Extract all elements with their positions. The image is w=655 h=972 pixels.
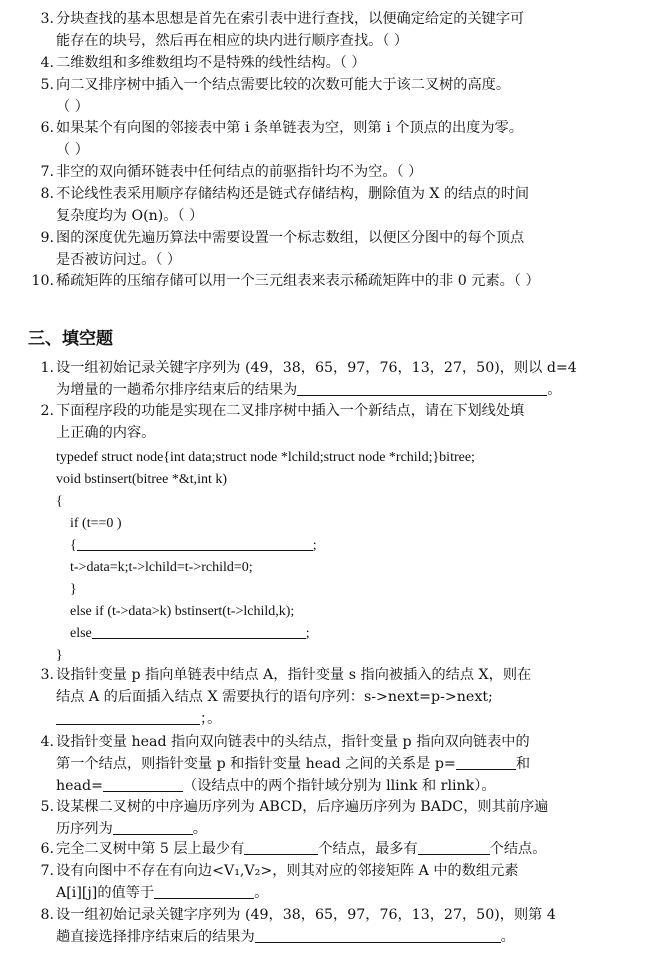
item-number: 4. [40,734,54,750]
item-line: 设指针变量 p 指向单链表中结点 A，指针变量 s 指向被插入的结点 X，则在 [56,667,532,683]
item-number: 6. [40,841,54,857]
text-fragment: 个结点。 [489,841,547,857]
text-fragment: 和 [515,756,531,772]
item-line: 向二叉排序树中插入一个结点需要比较的次数可能大于该二叉树的高度。 [56,77,511,93]
answer-blank[interactable] [456,754,516,770]
item-number: 9. [40,230,54,246]
item-line: 二维数组和多维数组均不是特殊的线性结构。（ ） [56,55,366,71]
item-number: 6. [40,120,54,136]
code-line: if (t==0 ) [70,516,122,531]
item-line: 稀疏矩阵的压缩存储可以用一个三元组表来表示稀疏矩阵中的非 0 元素。（ ） [56,273,540,289]
text-fragment: （设结点中的两个指针域分别为 llink 和 rlink）。 [182,778,496,794]
answer-blank[interactable] [113,819,193,835]
text-fragment: 第一个结点，则指针变量 p 和指针变量 head 之间的关系是 p= [56,756,456,772]
tf-item-3 [20,8,640,52]
item-line: 结点 A 的后面插入结点 X 需要执行的语句序列：s->next=p->next; [56,689,493,705]
item-line [56,818,640,840]
section-title: 三、填空题 [28,329,113,349]
answer-blank[interactable] [92,623,306,639]
fill-item-7 [20,860,640,904]
fill-item-4 [20,731,640,797]
code-line: t->data=k;t->lchild=t->rchild=0; [70,560,253,575]
item-number: 10. [31,273,54,289]
answer-blank[interactable] [255,927,501,943]
item-number: 8. [40,186,54,202]
item-line: （ ） [56,142,89,158]
text-fragment: head= [56,778,103,794]
item-number: 8. [40,907,54,923]
item-line [56,708,640,730]
item-line: 设指针变量 head 指向双向链表中的头结点，指针变量 p 指向双向链表中的 [56,734,530,750]
item-number: 7. [40,164,54,180]
answer-blank[interactable] [103,776,183,792]
text-fragment: 完全二叉树中第 5 层上最少有 [56,841,245,857]
code-line: } [70,582,77,597]
item-line: 图的深度优先遍历算法中需要设置一个标志数组，以便区分图中的每个顶点 [56,230,525,246]
item-number: 7. [40,863,54,879]
text-fragment: 个结点，最多有 [318,841,418,857]
item-line [56,882,640,904]
item-number: 3. [40,11,54,27]
item-number: 4. [40,55,54,71]
tf-item-10 [20,270,640,292]
code-line: else if (t->data>k) bstinsert(t->lchild,k); [70,604,295,619]
code-line: { [56,494,63,509]
answer-blank[interactable] [77,535,313,551]
fill-item-6 [20,838,640,860]
text-fragment: 为增量的一趟希尔排序结束后的结果为 [56,382,298,398]
tf-item-7 [20,161,640,183]
item-line: 能存在的块号，然后再在相应的块内进行顺序查找。（ ） [56,33,409,49]
item-line [56,775,640,797]
text-fragment: else [70,626,92,641]
item-line: 是否被访问过。（ ） [56,252,182,268]
text-fragment: A[i][j]的值等于 [56,885,155,901]
answer-blank[interactable] [418,839,490,855]
fill-item-2 [20,400,640,444]
code-line: void bstinsert(bitree *&t,int k) [56,472,228,487]
item-line: 上正确的内容。 [56,425,156,441]
item-line: 非空的双向循环链表中任何结点的前驱指针均不为空。（ ） [56,164,423,180]
tf-item-6 [20,117,640,161]
text-fragment: 。 [547,382,562,398]
item-line: 设一组初始记录关键字序列为 (49，38，65，97，76，13，27，50)，则第 4 [56,907,556,923]
item-line: （ ） [56,99,89,115]
item-line: 分块查找的基本思想是首先在索引表中进行查找，以便确定给定的关键字可 [56,11,525,27]
text-fragment: 。 [500,929,515,945]
text-fragment: 历序列为 [56,821,113,837]
answer-blank[interactable] [244,839,318,855]
text-fragment: 。 [192,821,207,837]
tf-item-5 [20,74,640,118]
item-line [56,838,640,860]
code-line [70,535,317,557]
code-line: } [56,648,63,663]
item-line: 设某棵二叉树的中序遍历序列为 ABCD，后序遍历序列为 BADC，则其前序遍 [56,799,549,815]
fill-item-3 [20,664,640,730]
text-fragment: { [70,538,77,553]
item-line: 下面程序段的功能是实现在二叉排序树中插入一个新结点，请在下划线处填 [56,403,525,419]
item-number: 3. [40,667,54,683]
text-fragment: 趟直接选择排序结束后的结果为 [56,929,255,945]
code-line: typedef struct node{int data;struct node *lchild;struct node *rchild;}bitree; [56,450,475,465]
item-number: 5. [40,77,54,93]
item-number: 2. [40,403,54,419]
text-fragment: 。 [254,885,269,901]
tf-item-8 [20,183,640,227]
item-line [56,379,640,401]
answer-blank[interactable] [154,883,254,899]
text-fragment: ；。 [200,711,222,727]
item-line: 设一组初始记录关键字序列为 (49，38，65，97，76，13，27，50)，则以 d=4 [56,360,577,376]
item-line [56,926,640,948]
tf-item-9 [20,227,640,271]
item-line: 设有向图中不存在有向边<V₁,V₂>，则其对应的邻接矩阵 A 中的数组元素 [56,863,519,879]
code-line [70,623,310,645]
text-fragment: ; [305,626,310,641]
item-line [56,753,640,775]
item-line: 复杂度均为 O(n)。（ ） [56,208,204,224]
item-number: 5. [40,799,54,815]
answer-blank[interactable] [297,380,547,396]
tf-item-4 [20,52,640,74]
fill-item-5 [20,796,640,840]
item-number: 1. [40,360,54,376]
answer-blank[interactable] [56,709,200,725]
fill-item-8 [20,904,640,948]
fill-item-1 [20,357,640,401]
item-line: 如果某个有向图的邻接表中第 i 条单链表为空，则第 i 个顶点的出度为零。 [56,120,523,136]
text-fragment: ; [312,538,317,553]
item-line: 不论线性表采用顺序存储结构还是链式存储结构，删除值为 X 的结点的时间 [56,186,530,202]
